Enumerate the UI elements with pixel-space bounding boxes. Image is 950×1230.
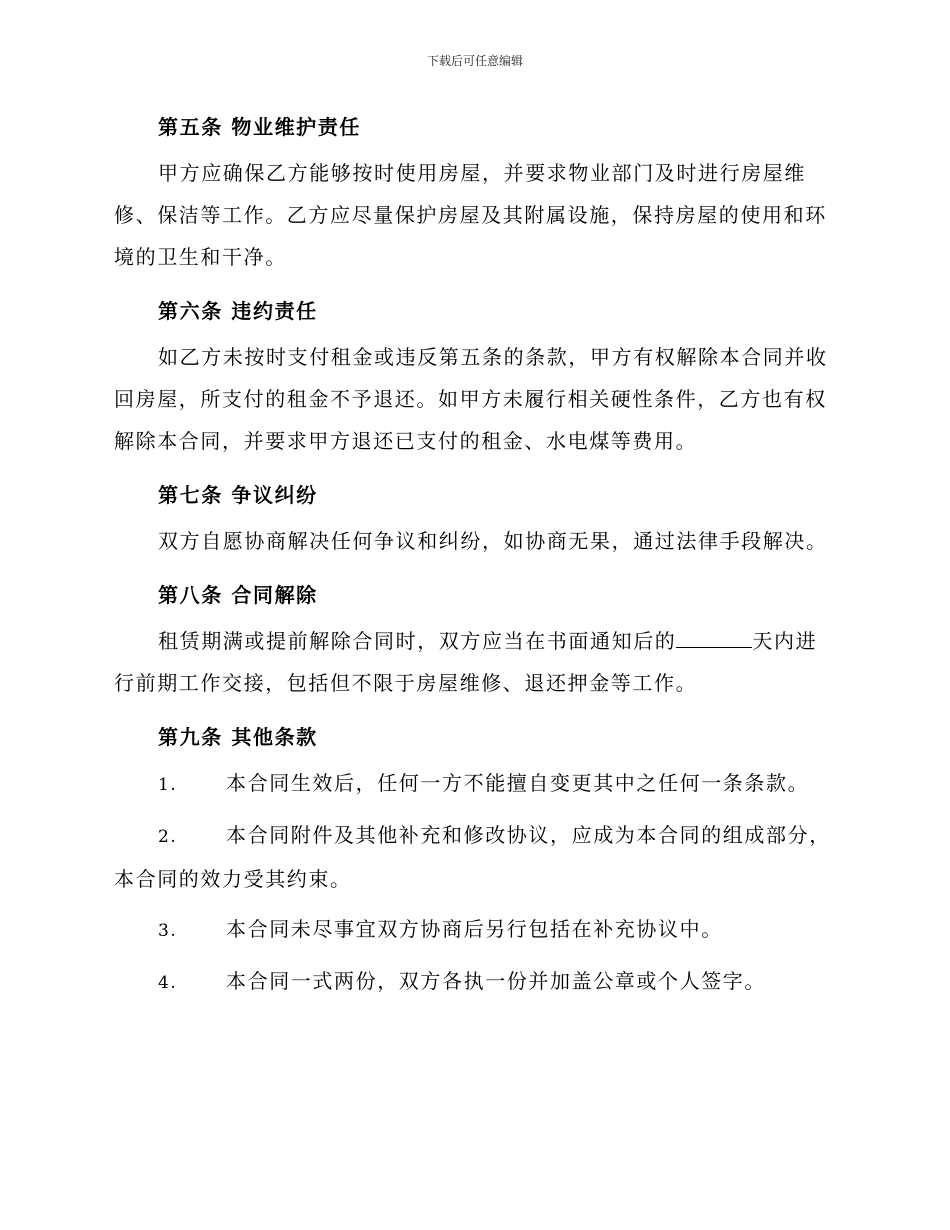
fill-in-blank xyxy=(676,625,752,648)
section-6-body: 如乙方未按时支付租金或违反第五条的条款，甲方有权解除本合同并收回房屋，所支付的租金不予退还。如甲方未履行相关硬性条件，乙方也有权解除本合同，并要求甲方退还已支付的租金、水电煤等费用。 xyxy=(114,345,828,453)
section-7-body: 双方自愿协商解决任何争议和纠纷，如协商无果，通过法律手段解决。 xyxy=(158,529,828,553)
section-5-body: 甲方应确保乙方能够按时使用房屋，并要求物业部门及时进行房屋维修、保洁等工作。乙方应尽量保护房屋及其附属设施，保持房屋的使用和环境的卫生和干净。 xyxy=(114,161,827,269)
list-item-text: 本合同未尽事宜双方协商后另行包括在补充协议中。 xyxy=(226,917,723,941)
section-9-title: 第九条 其他条款 xyxy=(158,725,318,749)
section-7-title: 第七条 争议纠纷 xyxy=(158,483,318,507)
section-8-title: 第八条 合同解除 xyxy=(158,583,318,607)
list-item-number: 2. xyxy=(158,827,178,847)
section-5-title: 第五条 物业维护责任 xyxy=(158,115,361,139)
list-item-number: 3. xyxy=(158,921,178,941)
list-item xyxy=(114,960,834,1004)
list-item-number: 4. xyxy=(158,973,178,993)
section-8-body-part-2: 天内进行前期工作交接，包括但不限于房屋维修、退还押金等工作。 xyxy=(114,629,818,695)
section-8-body-part-1: 租赁期满或提前解除合同时，双方应当在书面通知后的 xyxy=(158,629,677,653)
document-body xyxy=(114,110,834,1004)
list-item-number: 1. xyxy=(158,775,178,795)
list-item-text: 本合同附件及其他补充和修改协议，应成为本合同的组成部分，本合同的效力受其约束。 xyxy=(114,823,831,891)
section-8-body xyxy=(114,620,834,704)
section-6-title: 第六条 违约责任 xyxy=(158,299,318,323)
list-item xyxy=(114,814,834,900)
list-item-text: 本合同一式两份，双方各执一份并加盖公章或个人签字。 xyxy=(226,969,766,993)
list-item-text: 本合同生效后，任何一方不能擅自变更其中之任何一条条款。 xyxy=(226,771,810,795)
list-item xyxy=(114,908,834,952)
page-header-note: 下载后可任意编辑 xyxy=(426,54,523,68)
list-item xyxy=(114,762,834,806)
